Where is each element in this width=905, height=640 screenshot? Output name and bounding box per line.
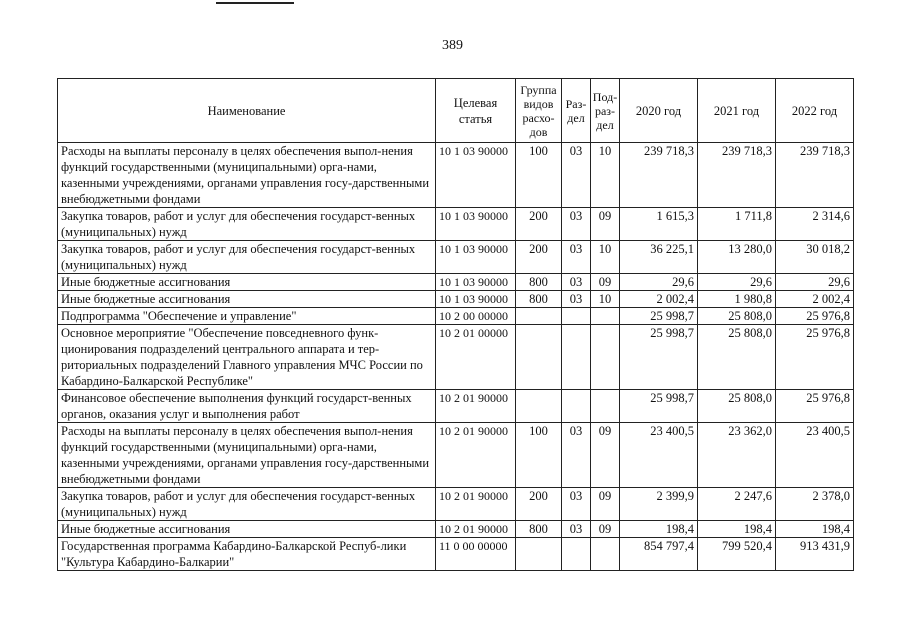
row-2021-value: 799 520,4 bbox=[698, 538, 776, 571]
row-subsection: 09 bbox=[591, 208, 620, 241]
row-2021-value: 198,4 bbox=[698, 521, 776, 538]
row-2021-value: 1 711,8 bbox=[698, 208, 776, 241]
row-2020-value: 854 797,4 bbox=[620, 538, 698, 571]
header-group: Группа видов расхо-дов bbox=[516, 79, 562, 143]
row-2021-value: 25 808,0 bbox=[698, 325, 776, 390]
header-2020: 2020 год bbox=[620, 79, 698, 143]
row-group: 100 bbox=[516, 143, 562, 208]
row-2021-value: 239 718,3 bbox=[698, 143, 776, 208]
row-2021-value: 13 280,0 bbox=[698, 241, 776, 274]
row-section: 03 bbox=[562, 274, 591, 291]
row-2020-value: 29,6 bbox=[620, 274, 698, 291]
table-row bbox=[58, 390, 854, 423]
row-group bbox=[516, 538, 562, 571]
row-group: 200 bbox=[516, 208, 562, 241]
row-name: Закупка товаров, работ и услуг для обеспечения государст-венных (муниципальных) нужд bbox=[58, 488, 436, 521]
row-section bbox=[562, 390, 591, 423]
row-target-code: 10 2 01 90000 bbox=[436, 488, 516, 521]
header-section: Раз-дел bbox=[562, 79, 591, 143]
row-subsection bbox=[591, 308, 620, 325]
row-2021-value: 1 980,8 bbox=[698, 291, 776, 308]
header-row bbox=[58, 79, 854, 143]
row-target-code: 10 1 03 90000 bbox=[436, 274, 516, 291]
row-section: 03 bbox=[562, 143, 591, 208]
header-2022: 2022 год bbox=[776, 79, 854, 143]
row-target-code: 10 2 01 90000 bbox=[436, 390, 516, 423]
table-row bbox=[58, 521, 854, 538]
table-body bbox=[58, 143, 854, 571]
row-target-code: 11 0 00 00000 bbox=[436, 538, 516, 571]
row-2022-value: 198,4 bbox=[776, 521, 854, 538]
row-2022-value: 29,6 bbox=[776, 274, 854, 291]
row-group bbox=[516, 325, 562, 390]
row-name: Финансовое обеспечение выполнения функций государст-венных органов, оказания услуг и выполнения работ bbox=[58, 390, 436, 423]
row-group bbox=[516, 390, 562, 423]
row-subsection bbox=[591, 325, 620, 390]
row-name: Иные бюджетные ассигнования bbox=[58, 521, 436, 538]
row-2022-value: 25 976,8 bbox=[776, 308, 854, 325]
row-2020-value: 25 998,7 bbox=[620, 325, 698, 390]
row-name: Расходы на выплаты персоналу в целях обеспечения выпол-нения функций государственными (муниципальными) орга-нами, казенными учреждениями, органами управления госу-дарственными внебюджетными фондами bbox=[58, 143, 436, 208]
table-row bbox=[58, 308, 854, 325]
row-group: 800 bbox=[516, 521, 562, 538]
row-target-code: 10 2 01 90000 bbox=[436, 521, 516, 538]
table-row bbox=[58, 423, 854, 488]
row-2022-value: 2 378,0 bbox=[776, 488, 854, 521]
row-subsection: 10 bbox=[591, 291, 620, 308]
header-subsection: Под-раз-дел bbox=[591, 79, 620, 143]
row-target-code: 10 2 01 00000 bbox=[436, 325, 516, 390]
row-2022-value: 239 718,3 bbox=[776, 143, 854, 208]
row-name: Государственная программа Кабардино-Балкарской Респуб-лики "Культура Кабардино-Балкарии" bbox=[58, 538, 436, 571]
row-subsection: 09 bbox=[591, 274, 620, 291]
row-target-code: 10 1 03 90000 bbox=[436, 291, 516, 308]
row-target-code: 10 2 01 90000 bbox=[436, 423, 516, 488]
row-name: Основное мероприятие "Обеспечение повседневного функ-ционирования подразделений центрального аппарата и тер-риториальных подразделений Главного управления МЧС России по Кабардино-Балкарской Республике" bbox=[58, 325, 436, 390]
row-2020-value: 239 718,3 bbox=[620, 143, 698, 208]
table-row bbox=[58, 538, 854, 571]
row-2022-value: 25 976,8 bbox=[776, 390, 854, 423]
table-row bbox=[58, 241, 854, 274]
row-2020-value: 198,4 bbox=[620, 521, 698, 538]
row-2020-value: 2 002,4 bbox=[620, 291, 698, 308]
row-group: 100 bbox=[516, 423, 562, 488]
row-2021-value: 29,6 bbox=[698, 274, 776, 291]
row-2022-value: 30 018,2 bbox=[776, 241, 854, 274]
row-name: Расходы на выплаты персоналу в целях обеспечения выпол-нения функций государственными (муниципальными) орга-нами, казенными учреждениями, органами управления госу-дарственными внебюджетными фондами bbox=[58, 423, 436, 488]
row-section: 03 bbox=[562, 241, 591, 274]
row-section: 03 bbox=[562, 208, 591, 241]
row-section: 03 bbox=[562, 291, 591, 308]
header-name: Наименование bbox=[58, 79, 436, 143]
row-section bbox=[562, 538, 591, 571]
table-row bbox=[58, 143, 854, 208]
header-target: Целевая статья bbox=[436, 79, 516, 143]
table-row bbox=[58, 488, 854, 521]
header-2021: 2021 год bbox=[698, 79, 776, 143]
row-section: 03 bbox=[562, 423, 591, 488]
row-name: Иные бюджетные ассигнования bbox=[58, 274, 436, 291]
row-2020-value: 25 998,7 bbox=[620, 308, 698, 325]
row-section: 03 bbox=[562, 488, 591, 521]
table-row bbox=[58, 325, 854, 390]
row-group bbox=[516, 308, 562, 325]
row-2020-value: 36 225,1 bbox=[620, 241, 698, 274]
row-2021-value: 25 808,0 bbox=[698, 308, 776, 325]
row-target-code: 10 1 03 90000 bbox=[436, 143, 516, 208]
row-2020-value: 2 399,9 bbox=[620, 488, 698, 521]
row-section bbox=[562, 308, 591, 325]
row-2022-value: 2 314,6 bbox=[776, 208, 854, 241]
row-2022-value: 2 002,4 bbox=[776, 291, 854, 308]
table-row bbox=[58, 274, 854, 291]
row-target-code: 10 1 03 90000 bbox=[436, 241, 516, 274]
row-subsection bbox=[591, 538, 620, 571]
row-subsection: 10 bbox=[591, 143, 620, 208]
table-row bbox=[58, 291, 854, 308]
top-rule-mark bbox=[216, 2, 294, 4]
row-group: 800 bbox=[516, 291, 562, 308]
row-2022-value: 23 400,5 bbox=[776, 423, 854, 488]
row-target-code: 10 1 03 90000 bbox=[436, 208, 516, 241]
row-name: Закупка товаров, работ и услуг для обеспечения государст-венных (муниципальных) нужд bbox=[58, 241, 436, 274]
row-subsection: 10 bbox=[591, 241, 620, 274]
row-2021-value: 25 808,0 bbox=[698, 390, 776, 423]
row-2020-value: 25 998,7 bbox=[620, 390, 698, 423]
row-section bbox=[562, 325, 591, 390]
row-target-code: 10 2 00 00000 bbox=[436, 308, 516, 325]
row-name: Закупка товаров, работ и услуг для обеспечения государст-венных (муниципальных) нужд bbox=[58, 208, 436, 241]
row-section: 03 bbox=[562, 521, 591, 538]
row-2021-value: 23 362,0 bbox=[698, 423, 776, 488]
row-2022-value: 913 431,9 bbox=[776, 538, 854, 571]
row-subsection: 09 bbox=[591, 521, 620, 538]
row-group: 200 bbox=[516, 488, 562, 521]
row-group: 800 bbox=[516, 274, 562, 291]
row-subsection bbox=[591, 390, 620, 423]
row-subsection: 09 bbox=[591, 488, 620, 521]
row-group: 200 bbox=[516, 241, 562, 274]
table-row bbox=[58, 208, 854, 241]
row-name: Иные бюджетные ассигнования bbox=[58, 291, 436, 308]
row-subsection: 09 bbox=[591, 423, 620, 488]
budget-table bbox=[57, 78, 854, 571]
row-name: Подпрограмма "Обеспечение и управление" bbox=[58, 308, 436, 325]
row-2020-value: 1 615,3 bbox=[620, 208, 698, 241]
row-2021-value: 2 247,6 bbox=[698, 488, 776, 521]
row-2020-value: 23 400,5 bbox=[620, 423, 698, 488]
row-2022-value: 25 976,8 bbox=[776, 325, 854, 390]
page-number: 389 bbox=[442, 38, 463, 53]
